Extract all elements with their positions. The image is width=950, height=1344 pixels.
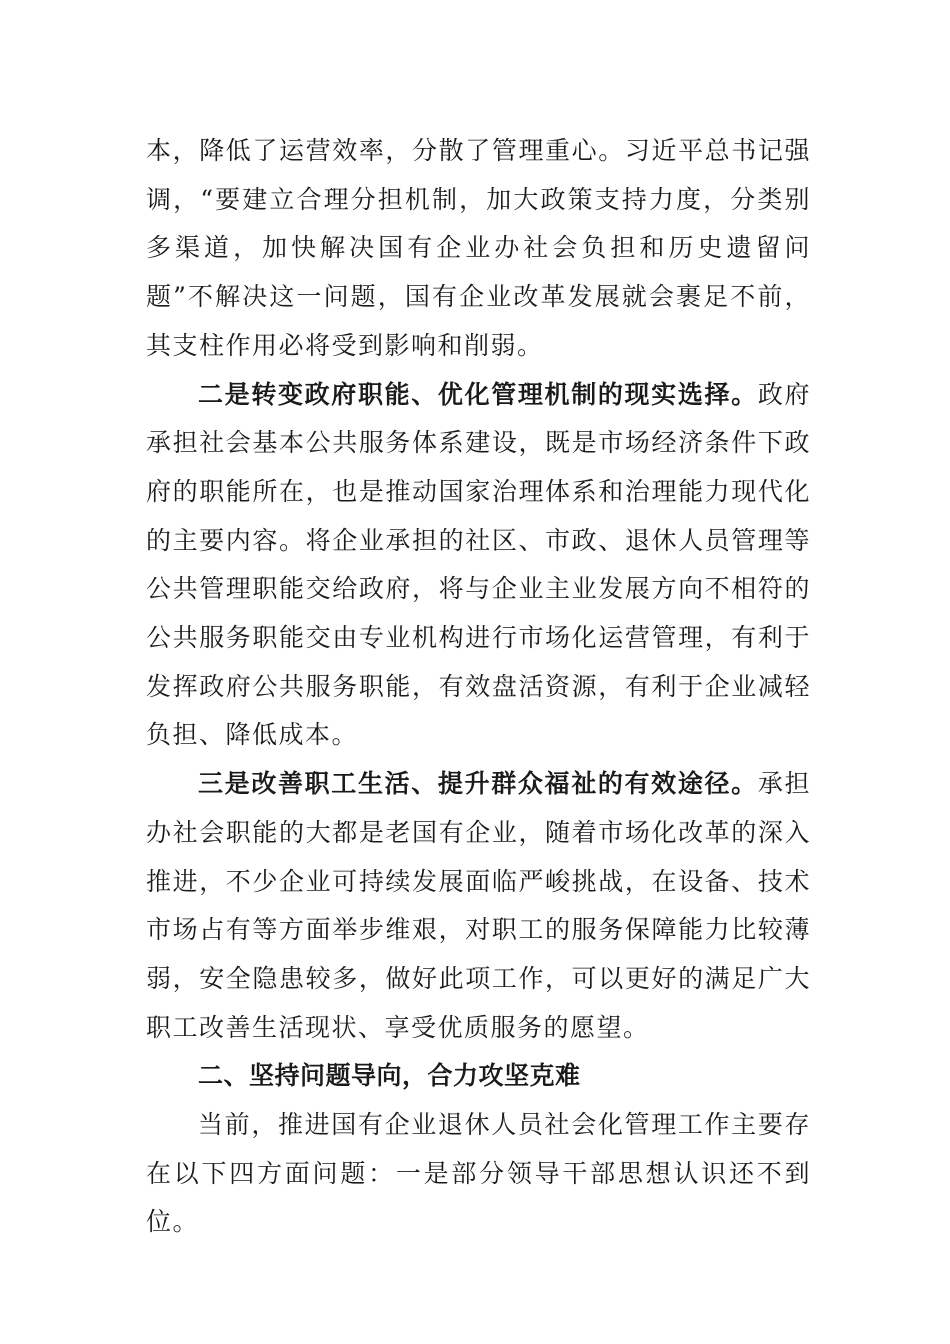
paragraph-lead: 二是转变政府职能、优化管理机制的现实选择。 (198, 379, 758, 409)
paragraph-point-three (146, 760, 811, 1052)
paragraph-point-two (146, 371, 811, 761)
paragraph-text: 承担办社会职能的大都是老国有企业，随着市场化改革的深入推进，不少企业可持续发展面临严峻挑战，在设备、技术市场占有等方面举步维艰，对职工的服务保障能力比较薄弱，安全隐患较多，做好此项工作，可以更好的满足广大职工改善生活现状、享受优质服务的愿望。 (146, 769, 811, 1042)
section-heading: 二、坚持问题导向，合力攻坚克难 (198, 1061, 581, 1091)
paragraph-lead: 三是改善职工生活、提升群众福祉的有效途径。 (198, 769, 758, 799)
paragraph-continuation (146, 127, 811, 371)
paragraph-text: 本，降低了运营效率，分散了管理重心。习近平总书记强调，“要建立合理分担机制，加大政策支持力度，分类别多渠道，加快解决国有企业办社会负担和历史遗留问题”不解决这一问题，国有企业改革发展就会裹足不前，其支柱作用必将受到影响和削弱。 (146, 136, 811, 360)
paragraph-text: 当前，推进国有企业退休人员社会化管理工作主要存在以下四方面问题：一是部分领导干部思想认识还不到位。 (146, 1110, 811, 1237)
document-body (146, 127, 811, 1247)
paragraph-problems (146, 1101, 811, 1247)
paragraph-text: 政府承担社会基本公共服务体系建设，既是市场经济条件下政府的职能所在，也是推动国家治理体系和治理能力现代化的主要内容。将企业承担的社区、市政、退休人员管理等公共管理职能交给政府，将与企业主业发展方向不相符的公共服务职能交由专业机构进行市场化运营管理，有利于发挥政府公共服务职能，有效盘活资源，有利于企业减轻负担、降低成本。 (146, 379, 811, 750)
